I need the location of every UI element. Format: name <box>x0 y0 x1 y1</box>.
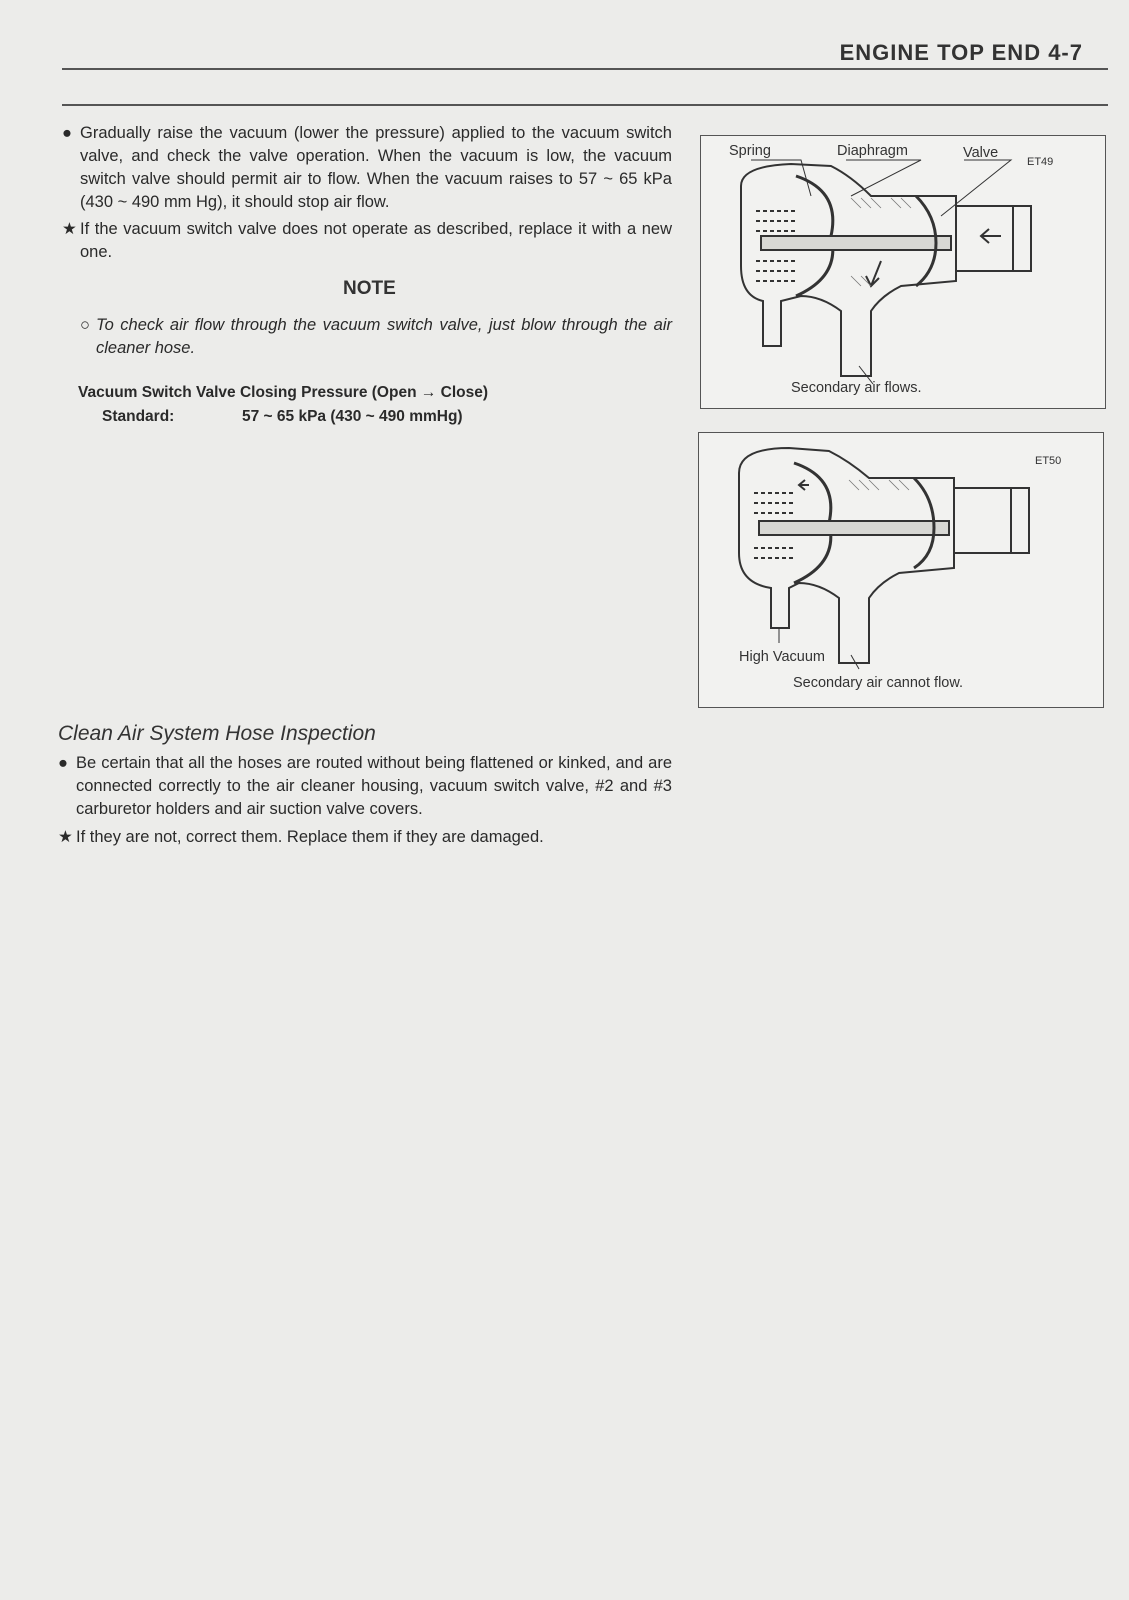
figure-et49 <box>700 135 1106 409</box>
step-bullet-1 <box>62 122 672 214</box>
header-rule <box>62 68 1108 70</box>
step-text: Gradually raise the vacuum (lower the pressure) applied to the vacuum switch valve, and check the valve operation. When the vacuum is low, the vacuum switch valve should permit air to flow. When the vacuum raises to 57 ~ 65 kPa (430 ~ 490 mm Hg), it should stop air flow. <box>80 124 672 211</box>
diaphragm-label: Diaphragm <box>837 143 908 159</box>
bullet-icon: ● <box>62 124 72 142</box>
circle-icon: ○ <box>80 316 90 334</box>
valve-label: Valve <box>963 145 999 161</box>
page-header: ENGINE TOP END 4-7 <box>839 40 1083 65</box>
step-text: If they are not, correct them. Replace them if they are damaged. <box>76 828 544 846</box>
section-rule <box>62 104 1108 106</box>
figure-caption: Secondary air cannot flow. <box>793 675 964 691</box>
spec-title: Vacuum Switch Valve Closing Pressure (Open → Close) <box>78 384 489 401</box>
valve-diagram-open <box>701 136 1105 408</box>
section-bullet-1 <box>58 752 672 821</box>
section-title: Clean Air System Hose Inspection <box>58 722 376 745</box>
spec-label: Standard: <box>102 408 175 425</box>
step-text: If the vacuum switch valve does not operate as described, replace it with a new one. <box>80 220 672 261</box>
bullet-icon: ● <box>58 754 68 772</box>
note-text: To check air flow through the vacuum switch valve, just blow through the air cleaner hose. <box>96 316 672 357</box>
valve-diagram-closed <box>699 433 1103 707</box>
figure-caption: Secondary air flows. <box>791 380 922 396</box>
spec-value: 57 ~ 65 kPa (430 ~ 490 mmHg) <box>242 408 463 425</box>
figure-code: ET49 <box>1027 156 1054 168</box>
step-star-1 <box>62 218 672 264</box>
figure-code: ET50 <box>1035 455 1062 467</box>
star-icon: ★ <box>62 220 77 238</box>
star-icon: ★ <box>58 828 73 846</box>
note-text-block <box>80 314 672 360</box>
figure-et50 <box>698 432 1104 708</box>
section-star-1 <box>58 826 672 849</box>
note-title: NOTE <box>343 278 396 299</box>
high-vacuum-label: High Vacuum <box>739 649 825 665</box>
spring-label: Spring <box>729 143 771 159</box>
step-text: Be certain that all the hoses are routed without being flattened or kinked, and are connected correctly to the air cleaner housing, vacuum switch valve, #2 and #3 carburetor holders and air suction valve covers. <box>76 754 672 818</box>
